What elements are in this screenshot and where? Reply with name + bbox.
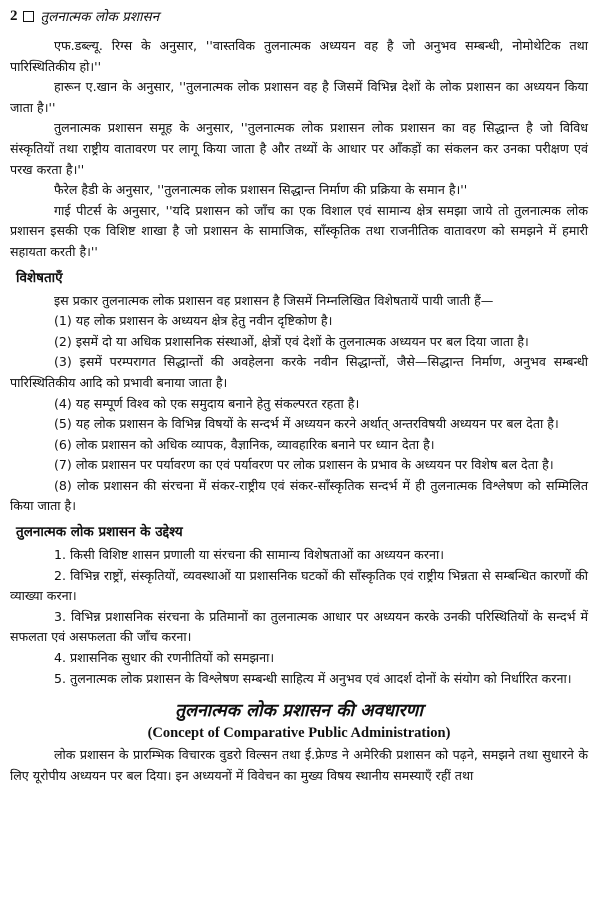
feature-item: (8) लोक प्रशासन की संरचना में संकर-राष्ट्रीय एवं संकर-साँस्कृतिक सन्दर्भ में ही तुलनात्मक विश्लेषण को सम्मिलित किया जाता है। xyxy=(10,477,588,514)
running-header xyxy=(10,6,588,26)
features-heading: विशेषताएँ xyxy=(16,269,63,286)
objectives-heading: तुलनात्मक लोक प्रशासन के उद्देश्य xyxy=(16,524,183,541)
feature-item: (3) इसमें परम्परागत सिद्धान्तों की अवहेलना करके नवीन सिद्धान्तों, जैसे—सिद्धान्त निर्माण, अनुभव सम्बन्धी पारिस्थितिकीय आदि को प्रभावी बनाया जाता है। xyxy=(10,354,588,390)
square-bullet-icon xyxy=(23,11,34,22)
feature-item: (4) यह सम्पूर्ण विश्व को एक समुदाय बनाने हेतु संकल्परत रहता है। xyxy=(54,395,360,411)
definitions-section xyxy=(10,36,588,263)
concept-subtitle: (Concept of Comparative Public Administration) xyxy=(147,725,451,742)
objective-item: 3. विभिन्न प्रशासनिक संरचना के प्रतिमानों का तुलनात्मक आधार पर अध्ययन करके उनकी परिस्थितियों के सन्दर्भ में सफलता एवं असफलता की जाँच करना। xyxy=(10,608,588,645)
features-lead: इस प्रकार तुलनात्मक लोक प्रशासन वह प्रशासन है जिसमें निम्नलिखित विशेषतायें पायी जाती हैं— xyxy=(54,292,494,308)
page-number: 2 xyxy=(10,7,18,24)
definition-cag: तुलनात्मक प्रशासन समूह के अनुसार, ''तुलनात्मक लोक प्रशासन लोक प्रशासन का वह सिद्धान्त है जो विविध संस्कृतियों तथा राष्ट्रीय वातावरण पर लागू किया जाता है और तथ्यों के आधार पर आँकड़ों का संकलन कर उनका परीक्षण एवं परख करता है।'' xyxy=(10,120,588,177)
definition-heady: फैरेल हैडी के अनुसार, ''तुलनात्मक लोक प्रशासन सिद्धान्त निर्माण की प्रक्रिया के समान है।'' xyxy=(54,182,468,198)
objective-item: 2. विभिन्न राष्ट्रों, संस्कृतियों, व्यवस्थाओं या प्रशासनिक घटकों की साँस्कृतिक एवं राष्ट्रीय भिन्नता से सम्बन्धित कारणों की व्याख्या करना। xyxy=(10,567,588,604)
feature-item: (1) यह लोक प्रशासन के अध्ययन क्षेत्र हेतु नवीन दृष्टिकोण है। xyxy=(54,313,333,329)
objective-item: 5. तुलनात्मक लोक प्रशासन के विश्लेषण सम्बन्धी साहित्य में अनुभव एवं आदर्श दोनों के संयोग को निर्धारित करना। xyxy=(54,670,572,686)
running-title: तुलनात्मक लोक प्रशासन xyxy=(40,9,160,25)
features-section xyxy=(10,291,588,518)
concept-paragraph: लोक प्रशासन के प्रारम्भिक विचारक वुडरो विल्सन तथा ई.फ्रेण्ड ने अमेरिकी प्रशासन को पढ़ने, समझने तथा सुधारने के लिए यूरोपीय अध्ययन पर बल दिया। इन अध्ययनों में विवेचन का मुख्य विषय स्थानीय समस्याएँ रहीं तथा xyxy=(10,747,588,783)
feature-item: (2) इसमें दो या अधिक प्रशासनिक संस्थाओं, क्षेत्रों एवं देशों के तुलनात्मक अध्ययन पर बल दिया जाता है। xyxy=(54,333,529,349)
feature-item: (6) लोक प्रशासन को अधिक व्यापक, वैज्ञानिक, व्यावहारिक बनाने पर ध्यान देता है। xyxy=(54,436,435,452)
feature-item: (7) लोक प्रशासन पर पर्यावरण का एवं पर्यावरण पर लोक प्रशासन के प्रभाव के अध्ययन पर विशेष बल देता है। xyxy=(54,457,554,473)
feature-item: (5) यह लोक प्रशासन के विभिन्न विषयों के सन्दर्भ में अध्ययन करने अर्थात् अन्तरविषयी अध्ययन पर बल देता है। xyxy=(54,416,559,432)
objective-item: 4. प्रशासनिक सुधार की रणनीतियों को समझना। xyxy=(54,650,275,666)
definition-peters: गाई पीटर्स के अनुसार, ''यदि प्रशासन को जाँच का एक विशाल एवं सामान्य क्षेत्र समझा जाये तो तुलनात्मक लोक प्रशासन इसकी एक विशिष्ट शाखा है जो प्रशासन के सामाजिक, साँस्कृतिक तथा राजनीतिक वातावरण को समझने में हमारी सहायता करती है।'' xyxy=(10,202,588,259)
objectives-section xyxy=(10,545,588,689)
definition-riggs: एफ.डब्ल्यू. रिग्स के अनुसार, ''वास्तविक तुलनात्मक अध्ययन वह है जो अनुभव सम्बन्धी, नोमोथेटिक तथा पारिस्थितिकीय हो।'' xyxy=(10,38,588,74)
objective-item: 1. किसी विशिष्ट शासन प्रणाली या संरचना की सामान्य विशेषताओं का अध्ययन करना। xyxy=(54,547,445,563)
concept-title: तुलनात्मक लोक प्रशासन की अवधारणा xyxy=(175,701,423,722)
definition-khan: हारून ए.खान के अनुसार, ''तुलनात्मक लोक प्रशासन वह है जिसमें विभिन्न देशों के लोक प्रशासन का अध्ययन किया जाता है।'' xyxy=(10,79,588,115)
